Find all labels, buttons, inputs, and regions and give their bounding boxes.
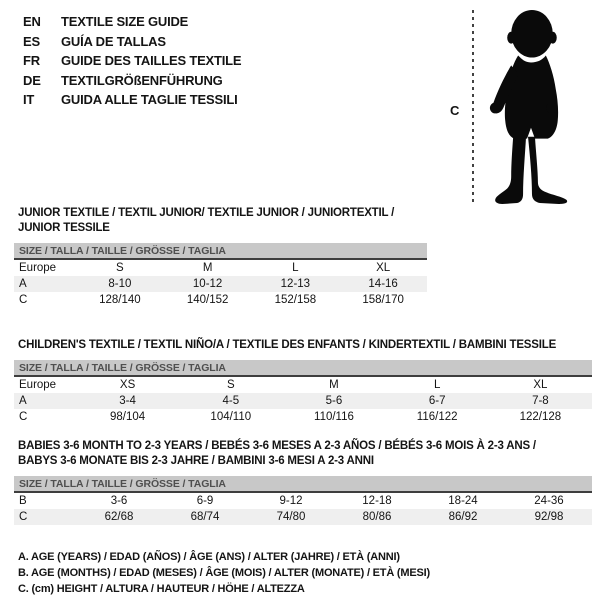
language-title: TEXTILGRÖßENFÜHRUNG [61, 72, 223, 88]
junior-textile-section [14, 206, 427, 308]
table-cell: 8-10 [108, 278, 132, 290]
row-label: A [19, 278, 27, 290]
table-row [14, 409, 592, 425]
table-title: BABIES 3-6 MONTH TO 2-3 YEARS / BEBÉS 3-6 MESES A 2-3 AÑOS / BÉBÉS 3-6 MOIS À 2-3 ANS / [18, 440, 536, 452]
babies-size-table [14, 493, 592, 525]
table-cell: M [202, 262, 213, 274]
row-label: C [19, 411, 28, 423]
table-row [14, 260, 427, 276]
table-cell: 110/116 [314, 411, 354, 423]
table-cell: S [226, 379, 235, 391]
table-cell: 74/80 [276, 511, 306, 523]
size-header-bar: SIZE / TALLA / TAILLE / GRÖSSE / TAGLIA [14, 243, 427, 260]
size-header-bar: SIZE / TALLA / TAILLE / GRÖSSE / TAGLIA [14, 476, 592, 493]
language-row [23, 51, 241, 71]
table-row [14, 493, 592, 509]
language-row [23, 32, 241, 52]
table-cell: 104/110 [210, 411, 252, 423]
language-title: GUIDE DES TAILLES TEXTILE [61, 53, 242, 68]
height-label-c: C [450, 103, 460, 118]
language-title: TEXTILE SIZE GUIDE [61, 14, 189, 29]
table-row [14, 509, 592, 525]
table-cell: L [292, 262, 299, 274]
row-label: A [19, 395, 27, 407]
childrens-textile-section [14, 338, 592, 425]
table-cell: 62/68 [104, 511, 134, 523]
table-cell: 6-9 [196, 495, 214, 507]
table-cell: 3-4 [119, 395, 136, 407]
table-title: JUNIOR TEXTILE / TEXTIL JUNIOR/ TEXTILE JUNIOR / JUNIORTEXTIL / JUNIOR TESSILE [18, 207, 395, 234]
table-cell: 68/74 [190, 511, 220, 523]
table-cell: 3-6 [110, 495, 128, 507]
table-cell: 140/152 [186, 294, 229, 306]
table-cell: L [433, 379, 441, 391]
language-code: ES [23, 33, 40, 49]
size-tables-area [14, 206, 592, 597]
row-label: Europe [19, 379, 57, 391]
size-header-bar: SIZE / TALLA / TAILLE / GRÖSSE / TAGLIA [14, 360, 592, 377]
table-cell: 14-16 [368, 278, 398, 290]
childrens-size-table [14, 377, 592, 425]
header-area [0, 0, 600, 210]
table-cell: 152/158 [274, 294, 317, 306]
row-label: C [19, 511, 28, 523]
language-row [23, 71, 241, 91]
table-cell: 18-24 [448, 495, 478, 507]
table-cell: 80/86 [362, 511, 392, 523]
table-row [14, 393, 592, 409]
table-cell: 24-36 [534, 495, 564, 507]
baby-silhouette-icon [478, 8, 582, 206]
table-cell: 86/92 [448, 511, 478, 523]
height-reference-figure [440, 0, 600, 210]
language-code: IT [23, 92, 35, 107]
table-row [14, 377, 592, 393]
row-label: B [19, 495, 27, 507]
language-row [23, 90, 241, 110]
table-title-line2: BABYS 3-6 MONATE BIS 2-3 JAHRE / BAMBINI 3-6 MESI A 2-3 ANNI [18, 455, 374, 467]
table-cell: 116/122 [416, 411, 458, 423]
table-cell: M [329, 379, 339, 391]
table-cell: 98/104 [110, 411, 146, 423]
junior-size-table [14, 260, 427, 308]
row-label: Europe [19, 262, 57, 274]
language-code: DE [23, 72, 41, 88]
table-cell: 6-7 [428, 395, 446, 407]
table-row [14, 276, 427, 292]
table-cell: 92/98 [534, 511, 564, 523]
table-cell: S [116, 262, 124, 274]
table-cell: 7-8 [532, 395, 549, 407]
height-dotted-line [472, 10, 474, 206]
table-cell: XS [119, 379, 136, 391]
row-label: C [19, 294, 28, 306]
footnote-c: C. (cm) HEIGHT / ALTURA / HAUTEUR / HÖHE / ALTEZZA [18, 583, 305, 595]
table-cell: 158/170 [362, 294, 404, 306]
table-cell: 12-13 [280, 278, 311, 290]
table-cell: 12-18 [362, 495, 392, 507]
footnote-a: A. AGE (YEARS) / EDAD (AÑOS) / ÂGE (ANS) / ALTER (JAHRE) / ETÀ (ANNI) [18, 551, 400, 563]
language-code: FR [23, 53, 40, 68]
language-title: GUIDA ALLE TAGLIE TESSILI [61, 92, 238, 107]
babies-textile-section [14, 439, 592, 525]
table-cell: 5-6 [325, 395, 343, 407]
table-title: CHILDREN'S TEXTILE / TEXTIL NIÑO/A / TEXTILE DES ENFANTS / KINDERTEXTIL / BAMBINI TESSILE [18, 339, 557, 351]
table-row [14, 292, 427, 308]
language-code: EN [23, 14, 41, 29]
table-cell: XL [533, 379, 548, 391]
language-title: GUÍA DE TALLAS [61, 33, 166, 49]
language-row [23, 12, 241, 32]
table-cell: 128/140 [99, 294, 141, 306]
table-cell: 122/128 [519, 411, 562, 423]
footnote-b: B. AGE (MONTHS) / EDAD (MESES) / ÂGE (MOIS) / ALTER (MONATE) / ETÀ (MESI) [18, 567, 430, 579]
language-list [23, 12, 241, 110]
table-cell: 4-5 [222, 395, 240, 407]
table-cell: XL [376, 262, 391, 274]
table-cell: 9-12 [279, 495, 303, 507]
footnotes [14, 549, 592, 597]
table-cell: 10-12 [192, 278, 223, 290]
